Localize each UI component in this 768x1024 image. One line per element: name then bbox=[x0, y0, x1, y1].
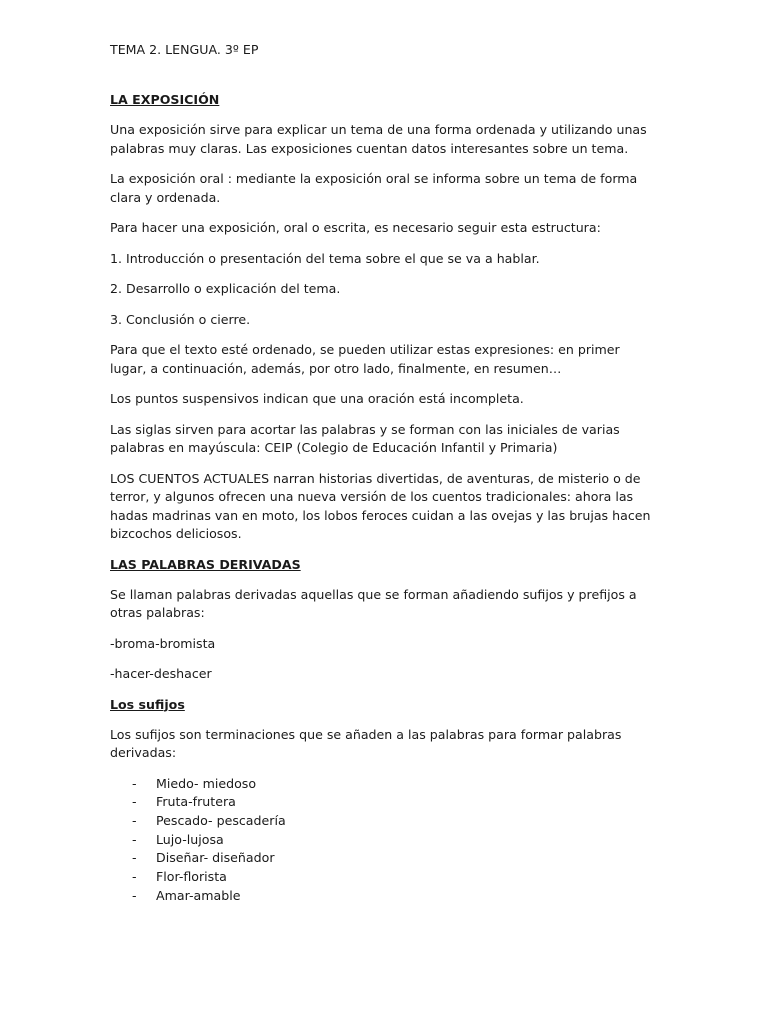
suffix-example-list bbox=[110, 775, 658, 906]
paragraph: Los sufijos son terminaciones que se añaden a las palabras para formar palabras derivadas: bbox=[110, 726, 622, 760]
section-title-sufijos: Los sufijos bbox=[110, 696, 185, 712]
paragraph: -broma-bromista bbox=[110, 635, 216, 651]
document-header: TEMA 2. LENGUA. 3º EP bbox=[110, 42, 259, 57]
bullet-marker: - bbox=[132, 794, 137, 810]
list-item-text: Miedo- miedoso bbox=[156, 775, 257, 791]
list-item-text: Diseñar- diseñador bbox=[156, 850, 275, 866]
paragraph: 1. Introducción o presentación del tema sobre el que se va a hablar. bbox=[110, 250, 540, 266]
paragraph: Las siglas sirven para acortar las palabras y se forman con las iniciales de varias palabras en mayúscula: CEIP (Colegio de Educación Infantil y Primaria) bbox=[110, 421, 620, 455]
list-item bbox=[110, 831, 658, 850]
paragraph: Para hacer una exposición, oral o escrita, es necesario seguir esta estructura: bbox=[110, 220, 601, 235]
list-item bbox=[110, 793, 658, 812]
paragraph: 2. Desarrollo o explicación del tema. bbox=[110, 281, 341, 296]
bullet-marker: - bbox=[132, 831, 137, 847]
list-item bbox=[110, 887, 658, 906]
list-item bbox=[110, 812, 658, 831]
section-title-palabras-derivadas: LAS PALABRAS DERIVADAS bbox=[110, 556, 301, 572]
list-item-text: Amar-amable bbox=[156, 887, 241, 903]
section-title-exposicion: LA EXPOSICIÓN bbox=[110, 92, 220, 107]
paragraph: 3. Conclusión o cierre. bbox=[110, 311, 251, 327]
paragraph: LOS CUENTOS ACTUALES narran historias divertidas, de aventuras, de misterio o de terror, y algunos ofrecen una nueva versión de los cuentos tradicionales: ahora las hadas madrinas van en moto, los lobos feroces cuidan a las ovejas y las brujas hacen bizcochos deliciosos. bbox=[110, 470, 651, 541]
paragraph: La exposición oral : mediante la exposición oral se informa sobre un tema de forma clara y ordenada. bbox=[110, 171, 638, 205]
bullet-marker: - bbox=[132, 869, 137, 885]
list-item-text: Pescado- pescadería bbox=[156, 812, 286, 828]
list-item bbox=[110, 868, 658, 887]
list-item-text: Fruta-frutera bbox=[156, 794, 236, 810]
bullet-marker: - bbox=[132, 850, 137, 866]
paragraph: Los puntos suspensivos indican que una oración está incompleta. bbox=[110, 391, 524, 406]
list-item bbox=[110, 775, 658, 794]
bullet-marker: - bbox=[132, 887, 137, 903]
list-item-text: Lujo-lujosa bbox=[156, 831, 224, 847]
bullet-marker: - bbox=[132, 775, 137, 791]
paragraph: Para que el texto esté ordenado, se pueden utilizar estas expresiones: en primer lugar, a continuación, además, por otro lado, finalmente, en resumen… bbox=[110, 342, 620, 376]
list-item-text: Flor-florista bbox=[156, 869, 227, 885]
paragraph: Se llaman palabras derivadas aquellas que se forman añadiendo sufijos y prefijos a otras palabras: bbox=[110, 586, 637, 620]
list-item bbox=[110, 849, 658, 868]
bullet-marker: - bbox=[132, 812, 137, 828]
document-page bbox=[110, 41, 658, 905]
paragraph: -hacer-deshacer bbox=[110, 666, 212, 681]
paragraph: Una exposición sirve para explicar un tema de una forma ordenada y utilizando unas palabras muy claras. Las exposiciones cuentan datos interesantes sobre un tema. bbox=[110, 122, 647, 156]
